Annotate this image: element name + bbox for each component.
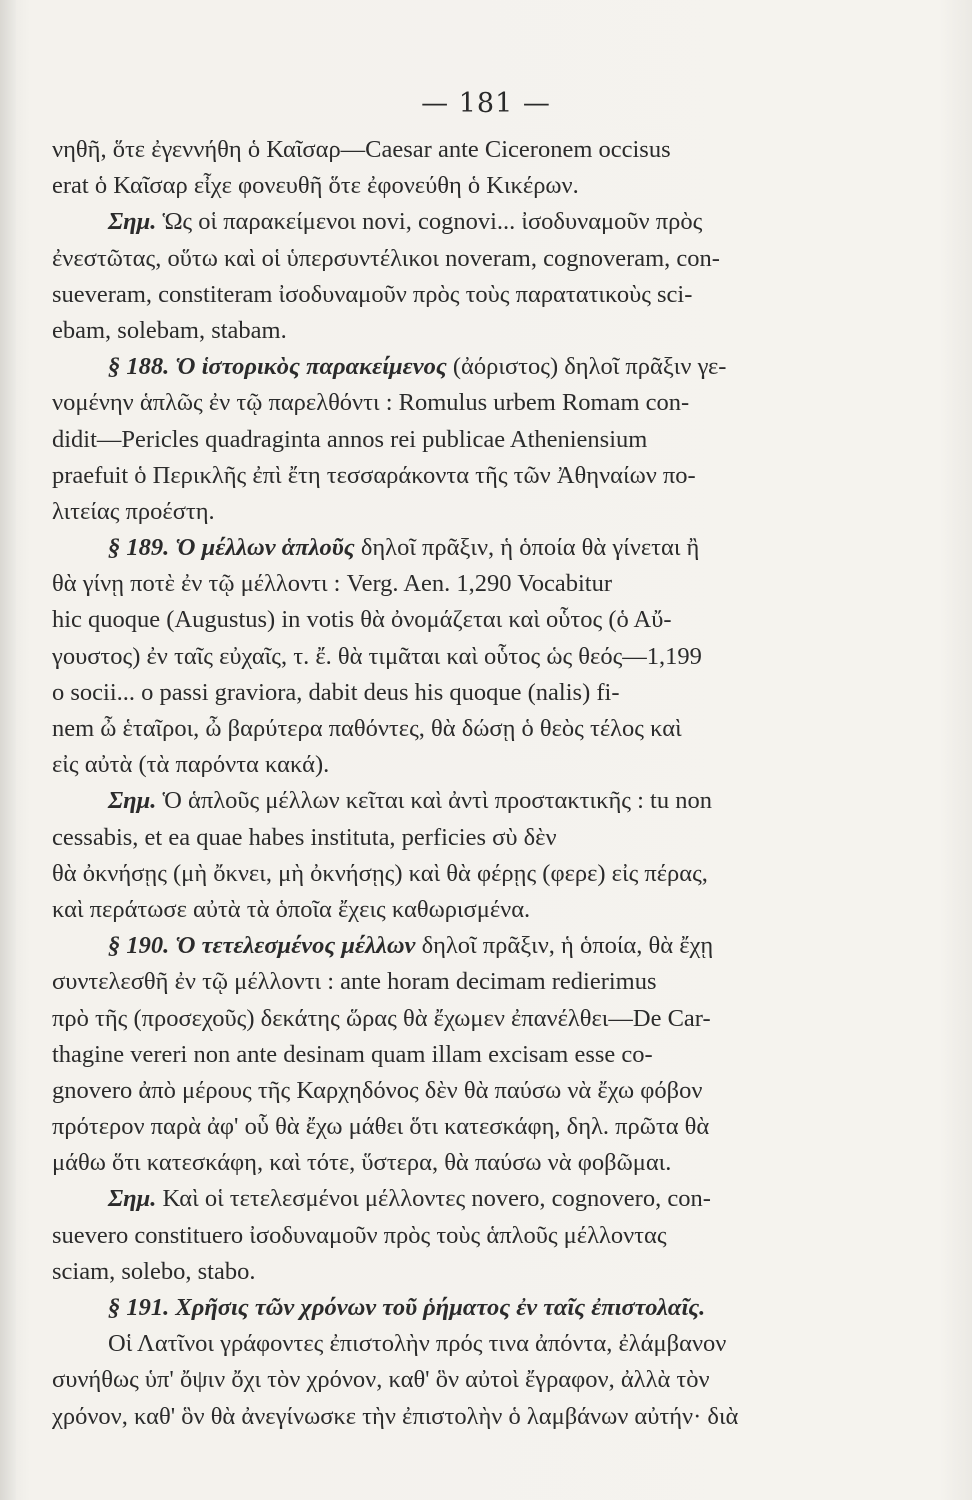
line-text: νηθῆ, ὅτε ἐγεννήθη ὁ Καῖσαρ—Caesar ante Ciceronem occisus [52,136,671,163]
text-line [52,1254,882,1290]
line-text: o socii... o passi graviora, dabit deus his quoque (nalis) fi- [52,678,620,706]
text-line [52,964,882,1000]
text-line [52,1362,882,1398]
line-text: gnovero ἀπὸ μέρους τῆς Καρχηδόνος δὲν θὰ παύσω νὰ ἔχω φόβον [52,1076,703,1104]
line-text: πρὸ τῆς (προσεχοῦς) δεκάτης ὥρας θὰ ἔχωμεν ἐπανέλθει—De Car- [52,1004,711,1032]
text-line [52,313,882,349]
line-lead: § 189. Ὁ μέλλων ἁπλοῦς [108,534,355,562]
line-text: χρόνον, καθ' ὃν θὰ ἀνεγίνωσκε τὴν ἐπιστολὴν ὁ λαμβάνων αὐτήν· διὰ [52,1402,739,1430]
line-text: thagine vereri non ante desinam quam illam excisam esse co- [52,1040,653,1068]
text-line [52,928,882,964]
text-line [52,1290,882,1326]
line-lead: § 191. Χρῆσις τῶν χρόνων τοῦ ῥήματος ἐν ταῖς ἐπιστολαῖς. [108,1294,706,1321]
text-line [52,892,882,928]
text-line [52,168,882,204]
line-text: suevero constituero ἰσοδυναμοῦν πρὸς τοὺς ἁπλοῦς μέλλοντας [52,1221,667,1249]
text-line [52,204,882,240]
text-line [52,494,882,530]
line-text: πρότερον παρὰ ἀφ' οὗ θὰ ἔχω μάθει ὅτι κατεσκάφη, δηλ. πρῶτα θὰ [52,1113,710,1141]
text-line [52,277,882,313]
text-line [52,747,882,783]
line-text: Καὶ οἱ τετελεσμένοι μέλλοντες novero, cognovero, con- [156,1185,711,1213]
text-line [52,349,882,385]
text-line [52,639,882,675]
text-line [52,1326,882,1362]
text-line [52,1037,882,1073]
text-line [52,675,882,711]
page-number: — 181 — [421,88,551,119]
text-line [52,422,882,458]
line-text: δηλοῖ πρᾶξιν, ἡ ὁποία θὰ γίνεται ἢ [354,534,700,562]
text-line [52,711,882,747]
text-line [52,783,882,819]
line-text: γουστος) ἐν ταῖς εὐχαῖς, τ. ἔ. θὰ τιμᾶται καὶ οὗτος ὡς θεός—1,199 [52,642,702,670]
line-text: συνήθως ὑπ' ὄψιν ὄχι τὸν χρόνον, καθ' ὃν αὐτοὶ ἔγραφον, ἀλλὰ τὸν [52,1366,710,1394]
line-text: (ἀόριστος) δηλοῖ πρᾶξιν γε- [446,353,727,381]
line-text: Ὁ ἁπλοῦς μέλλων κεῖται καὶ ἀντὶ προστακτικῆς : tu non [156,787,712,815]
line-text: θὰ ὀκνήσῃς (μὴ ὄκνει, μὴ ὀκνήσῃς) καὶ θὰ φέρῃς (φερε) εἰς πέρας, [52,859,708,887]
line-text: νομένην ἁπλῶς ἐν τῷ παρελθόντι : Romulus urbem Romam con- [52,389,690,417]
line-text: cessabis, et ea quae habes instituta, perficies σὺ δὲν [52,823,557,851]
line-lead: § 188. Ὁ ἱστορικὸς παρακείμενος [108,353,447,381]
text-line [52,458,882,494]
line-text: ἐνεστῶτας, οὕτω καὶ οἱ ὑπερσυντέλικοι noveram, cognoveram, con- [52,244,720,272]
text-line [52,820,882,856]
text-line [52,530,882,566]
text-line [52,1399,882,1435]
body-text [52,132,882,1435]
text-line [52,566,882,602]
line-text: ebam, solebam, stabam. [52,316,287,344]
text-line [52,602,882,638]
text-line [52,1181,882,1217]
page-binding-edge [0,0,16,1500]
text-line [52,1001,882,1037]
text-line [52,1145,882,1181]
line-text: erat ὁ Καῖσαρ εἶχε φονευθῆ ὅτε ἐφονεύθη ὁ Κικέρων. [52,172,579,200]
line-lead: § 190. Ὁ τετελεσμένος μέλλων [108,932,416,960]
line-text: didit—Pericles quadraginta annos rei publicae Atheniensium [52,425,648,453]
line-lead: Σημ. [108,1185,157,1213]
line-text: Ὡς οἱ παρακείμενοι novi, cognovi... ἰσοδυναμοῦν πρὸς [156,208,703,236]
line-text: praefuit ὁ Περικλῆς ἐπὶ ἔτη τεσσαράκοντα τῆς τῶν Ἀθηναίων πο- [52,461,696,489]
line-text: sciam, solebo, stabo. [52,1257,256,1285]
line-text: sueveram, constiteram ἰσοδυναμοῦν πρὸς τοὺς παρατατικοὺς sci- [52,280,693,308]
line-text: λιτείας προέστη. [52,497,215,525]
line-text: θὰ γίνῃ ποτὲ ἐν τῷ μέλλοντι : Verg. Aen. 1,290 Vocabitur [52,570,612,598]
line-text: hic quoque (Augustus) in votis θὰ ὀνομάζεται καὶ οὗτος (ὁ Αὔ- [52,606,672,634]
line-text: καὶ περάτωσε αὐτὰ τὰ ὁποῖα ἔχεις καθωρισμένα. [52,895,531,923]
line-text: Οἱ Λατῖνοι γράφοντες ἐπιστολὴν πρός τινα ἀπόντα, ἐλάμβανον [108,1330,727,1358]
text-line [52,1109,882,1145]
text-line [52,1073,882,1109]
line-text: συντελεσθῆ ἐν τῷ μέλλοντι : ante horam decimam redierimus [52,968,657,996]
text-line [52,1218,882,1254]
text-line [52,385,882,421]
text-line [52,856,882,892]
line-lead: Σημ. [108,787,157,815]
text-line [52,241,882,277]
text-line [52,132,882,168]
line-text: εἰς αὐτὰ (τὰ παρόντα κακά). [52,751,330,779]
line-lead: Σημ. [108,208,157,236]
line-text: δηλοῖ πρᾶξιν, ἡ ὁποία, θὰ ἔχῃ [415,932,714,960]
line-text: nem ὦ ἑταῖροι, ὦ βαρύτερα παθόντες, θὰ δώσῃ ὁ θεὸς τέλος καὶ [52,715,682,742]
line-text: μάθω ὅτι κατεσκάφη, καὶ τότε, ὕστερα, θὰ παύσω νὰ φοβῶμαι. [52,1149,672,1177]
